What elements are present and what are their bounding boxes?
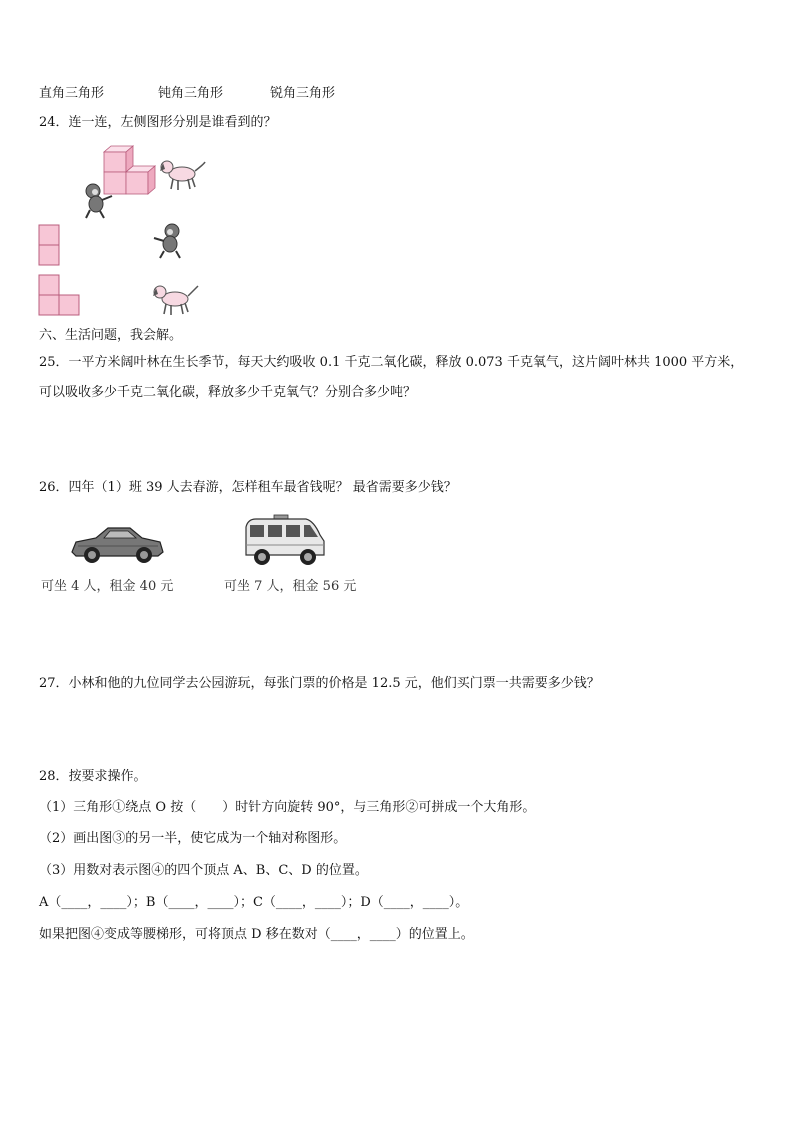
question-28-part-1: （1）三角形①绕点 O 按（ ）时针方向旋转 90°，与三角形②可拼成一个大角形。 (39, 800, 536, 815)
monkey-icon (152, 222, 188, 260)
question-28-part-3: （3）用数对表示图④的四个顶点 A、B、C、D 的位置。 (39, 863, 368, 878)
monkey-icon (80, 182, 116, 220)
question-28-title: 28．按要求操作。 (39, 769, 147, 784)
question-25-line-2: 可以吸收多少千克二氧化碳，释放多少千克氧气？分别合多少吨？ (39, 385, 417, 400)
dog-icon (158, 158, 208, 192)
question-28-last: 如果把图④变成等腰梯形，可将顶点 D 移在数对（____，____）的位置上。 (39, 927, 474, 942)
question-27-text: 27．小林和他的九位同学去公园游玩，每张门票的价格是 12.5 元，他们买门票一共需要多少钱？ (39, 676, 600, 691)
car-caption: 可坐 4 人，租金 40 元 (41, 579, 174, 594)
van-icon (240, 513, 328, 569)
question-24-text: 24．连一连，左侧图形分别是谁看到的？ (39, 115, 277, 130)
car-icon (68, 522, 166, 566)
question-28-coordinates: A（____，____）；B（____，____）；C（____，____）；D（____，____）。 (39, 895, 469, 910)
dog-icon (150, 282, 200, 316)
question-28-part-2: （2）画出图③的另一半，使它成为一个轴对称图形。 (39, 831, 347, 846)
section-6-title: 六、生活问题，我会解。 (39, 328, 183, 343)
option-right-triangle: 直角三角形 (39, 86, 105, 101)
option-obtuse-triangle: 钝角三角形 (158, 86, 224, 101)
option-acute-triangle: 锐角三角形 (270, 86, 336, 101)
question-26-text: 26．四年（1）班 39 人去春游，怎样租车最省钱呢？ 最省需要多少钱？ (39, 480, 457, 495)
van-caption: 可坐 7 人，租金 56 元 (224, 579, 357, 594)
view-figure-1 (38, 224, 62, 268)
view-figure-2 (38, 274, 84, 318)
question-25-line-1: 25．一平方米阔叶林在生长季节，每天大约吸收 0.1 千克二氧化碳，释放 0.073 千克氧气，这片阔叶林共 1000 平方米， (39, 355, 744, 370)
